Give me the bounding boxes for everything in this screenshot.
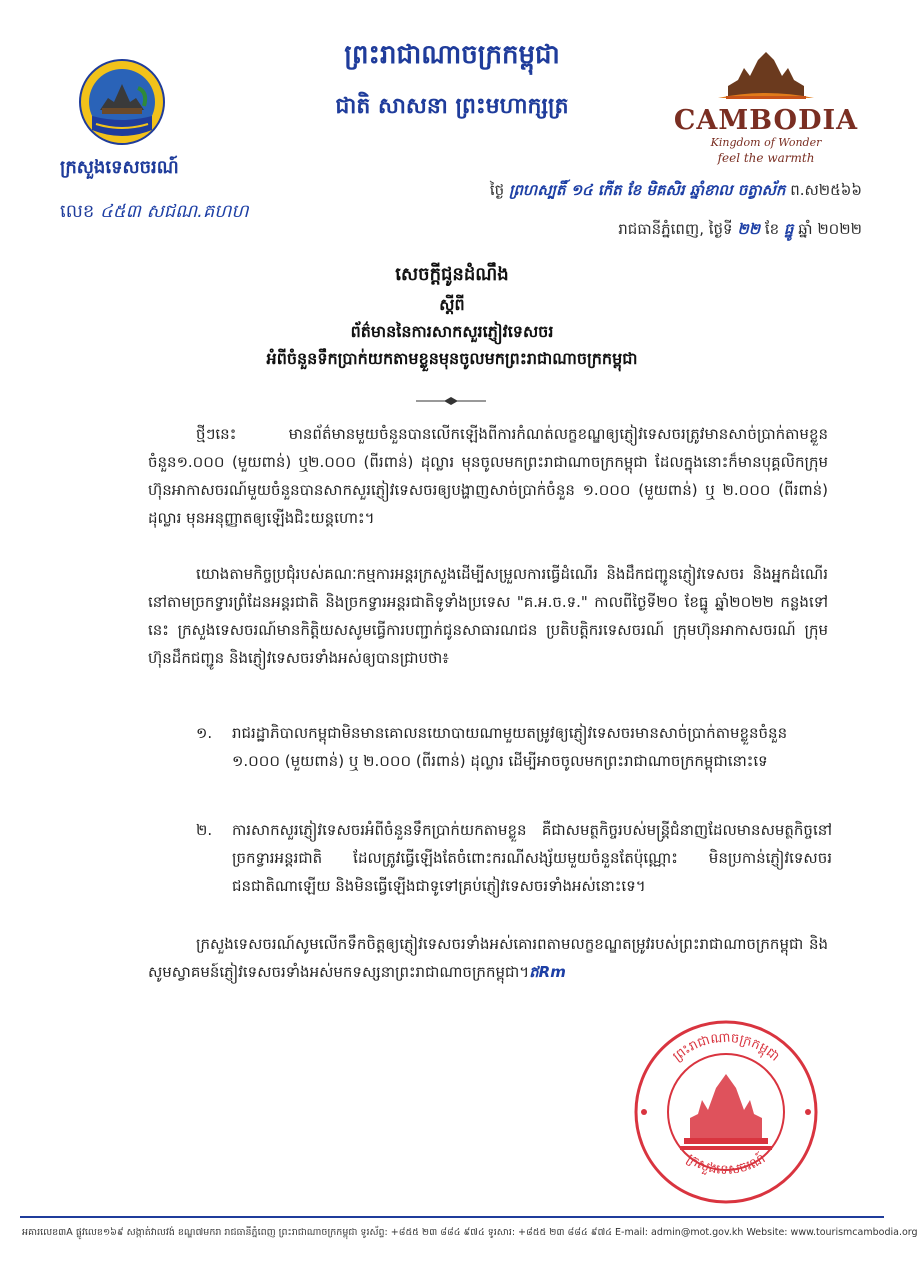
lunar-date-value: ព្រហស្បតិ៍ ១៤ កើត ខែ មិគសិរ ឆ្នាំខាល ចត្វាស័ក (508, 181, 786, 199)
title-about: ស្ដីពី (439, 295, 465, 314)
angkor-wat-icon (668, 52, 864, 102)
cambodia-brand-logo (668, 52, 864, 164)
paragraph-meeting: យោងតាមកិច្ចប្រជុំរបស់គណៈកម្មការអន្តរក្រសួងដើម្បីសម្រួលការធ្វើដំណើរ និងដឹកជញ្ជូនភ្ញៀវទេសចរ និងអ្នកដំណើរនៅតាមច្រកទ្វារព្រំដែនអន្តរជាតិ និងច្រកទ្វារអន្តរជាតិទូទាំងប្រទេស "គ.អ.ច.ទ." កាលពីថ្ងៃទី២០ ខែធ្នូ ឆ្នាំ២០២២ កន្លងទៅនេះ ក្រសួងទេសចរណ៍មានកិត្តិយសសូមធ្វើការបញ្ជាក់ជូនសាធារណជន ប្រតិបត្តិករទេសចរណ៍ ក្រុមហ៊ុនអាកាសចរណ៍ ក្រុមហ៊ុនដឹកជញ្ជូន និងភ្ញៀវទេសចរទាំងអស់ឲ្យបានជ្រាបថា៖ (148, 565, 828, 667)
handwritten-initials: ឥRm (529, 963, 566, 981)
solar-date-year-label: ឆ្នាំ (798, 220, 813, 238)
solar-date-month: ធ្នូ (783, 220, 794, 238)
footer-email-label: E-mail: (615, 1227, 649, 1238)
solar-date (618, 220, 862, 242)
seal-top-text: ព្រះរាជាណាចក្រកម្ពុជា (670, 1030, 782, 1065)
list-item-text: រាជរដ្ឋាភិបាលកម្ពុជាមិនមានគោលនយោបាយណាមួយតម្រូវឲ្យភ្ញៀវទេសចរមានសាច់ប្រាក់តាមខ្លួនចំនួន ១.០០០ (មួយពាន់) ឬ ២.០០០ (ពីរពាន់) ដុល្លារ ដើម្បីអាចចូលមកព្រះរាជាណាចក្រកម្ពុជានោះទេ (232, 724, 788, 770)
official-seal-stamp (632, 1018, 820, 1206)
footer-website: www.tourismcambodia.org (790, 1227, 918, 1238)
list-item-text: ការសាកសួរភ្ញៀវទេសចរអំពីចំនួនទឹកប្រាក់យកតាមខ្លួន គឺជាសមត្ថកិច្ចរបស់មន្ត្រីជំនាញដែលមានសមត្ថកិច្ចនៅច្រកទ្វារអន្តរជាតិ ដែលត្រូវធ្វើឡើងតែចំពោះករណីសង្ស័យមួយចំនួនតែប៉ុណ្ណោះ មិនប្រកាន់ភ្ញៀវទេសចរជនជាតិណាឡើយ និងមិនធ្វើឡើងជាទូទៅគ្រប់ភ្ញៀវទេសចរទាំងអស់នោះទេ។ (232, 821, 832, 895)
svg-text:ព្រះរាជាណាចក្រកម្ពុជា (670, 1030, 782, 1064)
solar-date-year: ២០២២ (817, 220, 862, 238)
lunar-date-prefix: ថ្ងៃ (489, 181, 505, 199)
seal-temple-icon (680, 1074, 772, 1150)
seal-bottom-text: ក្រសួងទេសចរណ៍ (683, 1151, 769, 1179)
footer-contact (22, 1226, 918, 1240)
brand-tagline: Kingdom of Wonder (710, 136, 822, 149)
svg-text:ក្រសួងទេសចរណ៍ (684, 1150, 769, 1179)
list-item-number: ២. (196, 821, 213, 839)
title-subject: ព័ត៌មាននៃការសាកសួរភ្ញៀវទេសចរ (350, 322, 554, 341)
title-subject-detail: អំពីចំនួនទឹកប្រាក់យកតាមខ្លួនមុនចូលមកព្រះរាជាណាចក្រកម្ពុជា (266, 349, 638, 368)
reference-value: ៤៥៣ សជណ.គហហ (100, 201, 249, 222)
paragraph-closing (148, 930, 828, 986)
document-title: សេចក្ដីជូនដំណឹង (395, 264, 509, 285)
brand-slogan: feel the warmth (717, 151, 815, 165)
kingdom-header: ព្រះរាជាណាចក្រកម្ពុជា (344, 40, 560, 70)
footer-email: admin@mot.gov.kh (651, 1227, 744, 1238)
paragraph-intro: ថ្មីៗនេះ មានព័ត៌មានមួយចំនួនបានលើកឡើងពីការកំណត់លក្ខខណ្ឌឲ្យភ្ញៀវទេសចរត្រូវមានសាច់ប្រាក់តាមខ្លួនចំនួន១.០០០ (មួយពាន់) ឬ២.០០០ (ពីរពាន់) ដុល្លារ មុនចូលមកព្រះរាជាណាចក្រកម្ពុជា ដែលក្នុងនោះក៏មានបុគ្គលិកក្រុមហ៊ុនអាកាសចរណ៍មួយចំនួនបានសាកសួរភ្ញៀវទេសចរឲ្យបង្ហាញសាច់ប្រាក់ចំនួន ១.០០០ (មួយពាន់) ឬ ២.០០០ (ពីរពាន់) ដុល្លារ មុនអនុញ្ញាតឲ្យឡើងជិះយន្តហោះ។ (148, 425, 828, 527)
solar-date-day: ២២ (737, 220, 761, 238)
solar-date-prefix: រាជធានីភ្នំពេញ, ថ្ងៃទី (618, 220, 733, 238)
reference-number (60, 199, 249, 226)
closing-text: ក្រសួងទេសចរណ៍សូមលើកទឹកចិត្តឲ្យភ្ញៀវទេសចរទាំងអស់គោរពតាមលក្ខខណ្ឌតម្រូវរបស់ព្រះរាជាណាចក្រកម្ពុជា និងសូមស្វាគមន៍ភ្ញៀវទេសចរទាំងអស់មកទស្សនាព្រះរាជាណាចក្រកម្ពុជា។ (148, 935, 828, 981)
ornament-divider (416, 396, 486, 406)
list-item (196, 816, 832, 900)
list-item-number: ១. (196, 724, 213, 742)
solar-date-month-label: ខែ (764, 220, 780, 238)
footer-address: អគារលេខ៣A ផ្លូវលេខ១៦៩ សង្កាត់វាលវង់ ខណ្ឌ៧មករា រាជធានីភ្នំពេញ ព្រះរាជាណាចក្រកម្ពុជា ទូរស័ព្ទ: +៨៥៥ ២៣ ៨៨៤ ៩៧៤ ទូរសារ: +៨៥៥ ២៣ ៨៨៤ ៩៧៤ (22, 1227, 612, 1238)
national-motto: ជាតិ សាសនា ព្រះមហាក្សត្រ (335, 94, 569, 119)
brand-name: CAMBODIA (673, 105, 859, 136)
reference-label: លេខ (60, 201, 95, 222)
lunar-date-suffix: ព.ស២៥៦៦ (790, 181, 862, 199)
footer-divider (20, 1216, 884, 1218)
footer-website-label: Website: (746, 1227, 788, 1238)
ministry-name: ក្រសួងទេសចរណ៍ (60, 157, 179, 178)
ministry-of-tourism-logo (78, 58, 166, 146)
list-item (196, 719, 832, 775)
lunar-date (490, 181, 862, 203)
